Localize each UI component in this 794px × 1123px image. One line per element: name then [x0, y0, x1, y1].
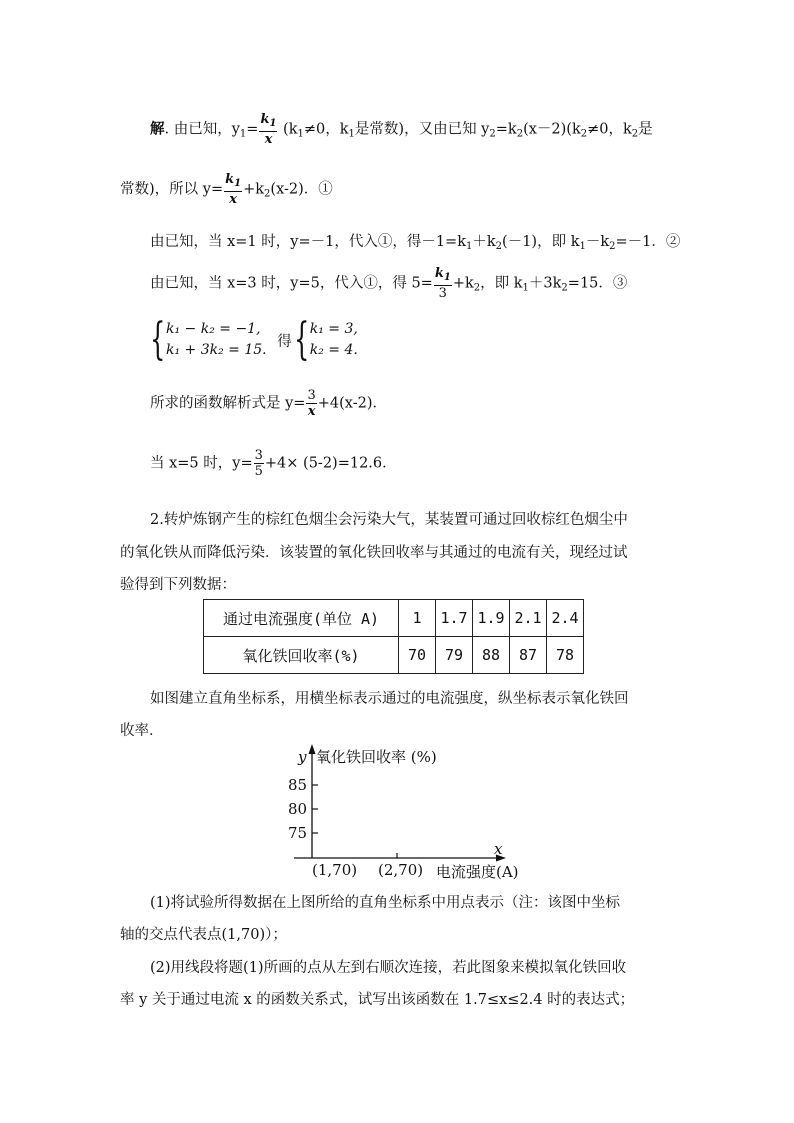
x-tick-label: (2,70) — [378, 861, 424, 879]
fraction-k1-over-3: $\frac{k_1}{3}$ — [434, 266, 451, 301]
table-cell: 通过电流强度(单位 A) — [204, 600, 399, 637]
fraction-k1-over-x: $\frac{k_1}{x}$ — [225, 172, 242, 207]
right-brace: { — [293, 314, 310, 365]
table-cell: 1 — [399, 600, 436, 637]
solution-line-5: 所求的函数解析式是 y= $\frac{3}{x}$ +4(x-2)． — [150, 388, 387, 419]
system-left: k₁ − k₂ = −1, k₁ + 3k₂ = 15. — [166, 321, 267, 358]
y-axis-arrow — [309, 744, 316, 754]
y-tick-label: 80 — [288, 800, 308, 818]
left-brace: { — [150, 314, 166, 365]
data-table — [203, 599, 584, 674]
y-tick-label: 85 — [288, 776, 308, 794]
x-var-label: x — [494, 840, 503, 858]
table-row — [204, 600, 584, 637]
get-word: 得 — [277, 333, 292, 350]
table-cell: 2.4 — [547, 600, 584, 637]
table-cell: 2.1 — [510, 600, 547, 637]
coordinate-graph — [280, 742, 550, 884]
question-1-line-1: (1)将试验所得数据在上图所给的直角坐标系中用点表示（注：该图中坐标 — [150, 895, 621, 911]
x-axis-title: 电流强度(A) — [436, 863, 519, 881]
question-2-line-2: 率 y 关于通过电流 x 的函数关系式，试写出该函数在 1.7≤x≤2.4 时的表达式； — [120, 992, 635, 1008]
table-cell: 78 — [547, 637, 584, 674]
fraction-3-over-5: $\frac{3}{5}$ — [254, 448, 263, 479]
question-1-line-2: 轴的交点代表点(1,70)）； — [120, 927, 287, 943]
after-table-line-1: 如图建立直角坐标系，用横坐标表示通过的电流强度，纵坐标表示氧化铁回 — [150, 691, 629, 707]
solution-line-2: 常数)，所以 y= $\frac{k_1}{x}$ $+k_2(x-2)$．① — [120, 172, 333, 207]
y-axis-title: 氧化铁回收率 (%) — [316, 748, 437, 766]
x-tick-label: (1,70) — [312, 861, 358, 879]
table-cell: 1.9 — [473, 600, 510, 637]
table-cell: 70 — [399, 637, 436, 674]
table-row — [204, 637, 584, 674]
fraction-3-over-x: $\frac{3}{x}$ — [307, 388, 316, 419]
problem2-line-1: 2.转炉炼钢产生的棕红色烟尘会污染大气，某装置可通过回收棕红色烟尘中 — [150, 512, 628, 528]
solution-line-1: 解. 由已知，$y_1=$ $\frac{k_1}{x}$ ($k_1\ne 0$，$k_1$是常数)，又由已知 $y_2=k_2(x-2)(k_2\ne 0$，$k_2$是 — [150, 112, 653, 147]
solution-line-4: 由已知，当 x=3 时，y=5，代入①，得 5= $\frac{k_1}{3}$ $+k_2$，即 $k_1+3k_2=15$．③ — [150, 266, 628, 301]
table-cell: 氧化铁回收率(%) — [204, 637, 399, 674]
question-2-line-1: (2)用线段将题(1)所画的点从左到右顺次连接，若此图象来模拟氧化铁回收 — [150, 960, 627, 976]
table-cell: 88 — [473, 637, 510, 674]
solution-label: 解 — [150, 120, 165, 138]
after-table-line-2: 收率． — [120, 723, 164, 739]
table-cell: 1.7 — [436, 600, 473, 637]
y-tick-label: 75 — [288, 824, 308, 842]
solution-line-3: 由已知，当 x=1 时，y=－1，代入①，得$-1=k_1+k_2(-1)$，即 $k_1-k_2=-1$．② — [150, 234, 681, 252]
problem2-line-2: 的氧化铁从而降低污染．该装置的氧化铁回收率与其通过的电流有关，现经过试 — [120, 545, 628, 561]
fraction-k1-over-x: $\frac{k_1}{x}$ — [260, 112, 277, 147]
table-cell: 87 — [510, 637, 547, 674]
equation-system — [150, 314, 358, 365]
problem2-line-3: 验得到下列数据： — [120, 577, 236, 593]
y-var-label: y — [298, 748, 307, 766]
system-right: k₁ = 3, k₂ = 4. — [309, 321, 358, 358]
solution-line-6: 当 x=5 时，y= $\frac{3}{5}$ +4× (5-2)=12.6． — [150, 448, 397, 479]
table-cell: 79 — [436, 637, 473, 674]
